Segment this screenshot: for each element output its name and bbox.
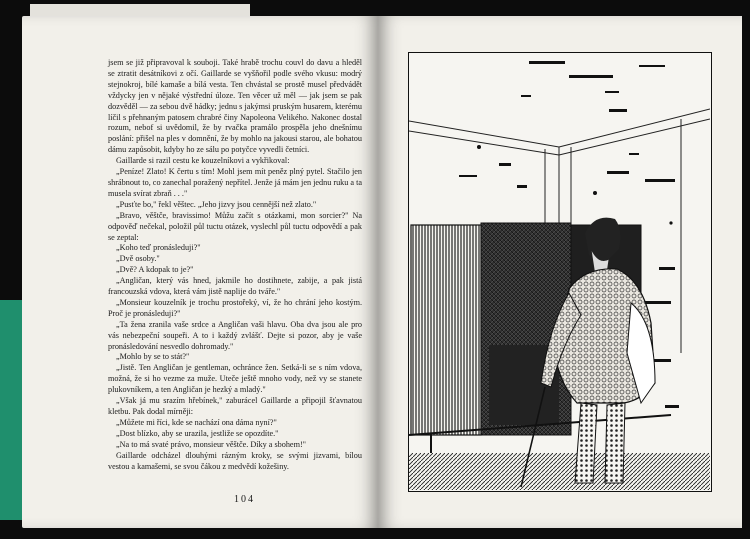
paragraph: „Ta žena zranila vaše srdce a Angličan vaši hlavu. Oba dva jsou ale pro vás nebezpeční soupeři. A to i každý zvlášť. Dejte si pozor, aby je vaše pronásledování nesvedlo dohromady." [108,319,362,351]
paragraph: „Jistě. Ten Angličan je gentleman, ochránce žen. Setká-li se s ním vdova, možná, že si ho vezme za muže. Uteče ještě mnoho vody, než vy se stanete plukovníkem, a ten Angličan je hezký a mladý." [108,363,362,395]
illustration-drawing [409,53,710,490]
paragraph: „Mohlo by se to stát?" [116,352,190,362]
paragraph: „Pusťte bo," řekl věštec. „Jeho jizvy jsou cennější než zlato." [116,199,317,209]
paragraph: jsem se již připravoval k souboji. Také hrabě trochu couvl do davu a hleděl se ztratit desátníkovi z očí. Gaillarde se vyšňořil podle svého vkusu: modrý stejnokroj, bílé kamaše a bílá vesta. Ten chvástal se prostě musel předvádět vždycky jen v nějaké výstřední úloze. Ten věcer už měl — jak jsem se pak dozvěděl — za sebou dvě hádky; jednu s jakýmsi pruským husarem, kterému líčil s přehnaným patosem chrabré činy Napoleona Velikého. Nakonec dostal rozum, nebof si uvědomil, že by rvačka pramálo prospěla jeho dnešnímu poslání: přišel na ples v domnění, že by mohlo na jakousi starou, ale bohatou dámu zapůsobit, kdyby ho ze sálu po potyčce vyvedli četníci. [108,58,362,155]
paragraph: „Monsieur kouzelník je trochu prostořeký, ví, že ho chrání jeho kostým. Proč je pronásleduji?" [108,297,362,318]
book-cover-edge [0,300,24,520]
paragraph: „Dvě? A kdopak to je?" [116,265,194,275]
paragraph: „Však já mu srazím hřebínek," zaburácel Gaillarde a připojil šťavnatou kletbu. Pak dodal mírněji: [108,396,362,416]
paragraph: Gaillarde si razil cestu ke kouzelníkovi a vykřikoval: [116,156,290,166]
paragraph: „Na to má svaté právo, monsieur věštče. Díky a sbohem!" [116,439,307,449]
left-page [22,16,378,528]
paragraph: „Angličan, který vás hned, jakmile ho dostihnete, zabije, a pak jistá francouzská vdova, která vám jistě naplije do tváře." [108,276,362,297]
paragraph: „Koho teď pronásleduji?" [116,243,201,253]
paragraph: „Bravo, věštče, bravissimo! Můžu začít s otázkami, mon sorcier?" Na odpověď nečekal, položil půl tuctu otázek, vyslechl půl tuctu odpovědí a pak se zeptal: [108,210,362,242]
body-text [108,58,362,472]
paragraph: „Dvě osoby." [116,254,160,264]
paragraph: „Můžete mi říci, kde se nachází ona dáma nyní?" [116,417,277,427]
booth-left-panel [411,225,481,435]
page-number: 104 [234,494,255,505]
paragraph: „Dost blízko, aby se urazila, jestliže se opozdíte." [116,428,279,438]
illustration [408,52,712,492]
paragraph: „Peníze! Zlato! K čertu s tím! Mohl jsem mít peněz plný pytel. Stačilo jen shrábnout to, co zanechal poražený nepřítel. Jenže já mám jen jednu ruku a ta musela svírat zbraň . . ." [108,167,362,198]
floor [409,453,710,490]
paragraph: Gaillarde odcházel dlouhými rázným kroky, se svými jizvami, bílou vestou a kamašemi, se svou čákou z medvědí kožešiny. [108,450,362,471]
